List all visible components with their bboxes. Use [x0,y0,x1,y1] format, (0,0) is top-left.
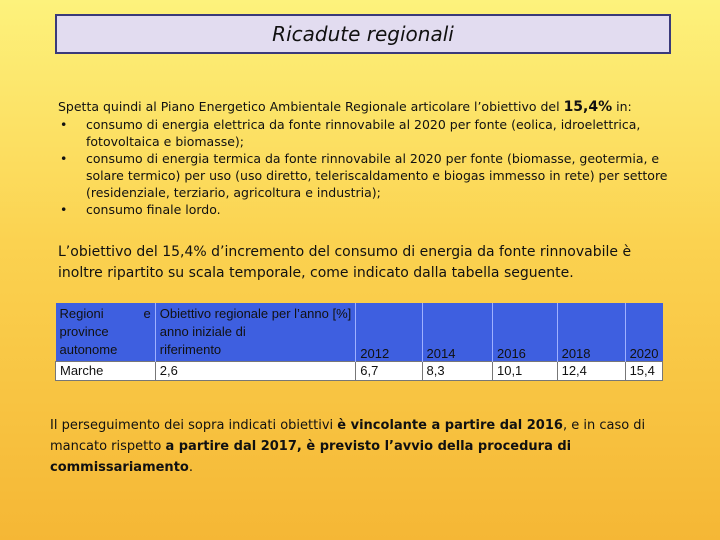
bullet-icon: • [60,151,68,166]
header-base-year [155,303,356,362]
cell-value: 8,3 [422,362,492,381]
outro-emphasis: a partire dal 2017, è previsto l’avvio della procedura di commissariamento [50,439,572,475]
bullet-text: consumo di energia elettrica da fonte rinnovabile al 2020 per fonte (eolica, idroelettrica, fotovoltaica e biomasse); [86,117,641,149]
header-regions [56,303,156,362]
list-item [58,116,668,150]
table-header-row [56,303,663,362]
header-year: 2014 [422,303,492,362]
table-row [56,362,663,381]
intro-paragraph [58,98,668,218]
intro-lead [58,98,668,116]
cell-region: Marche [56,362,156,381]
header-objective-line2: anno iniziale di [159,324,246,339]
cell-value: 6,7 [356,362,422,381]
intro-lead-end: in: [612,99,632,114]
header-year: 2016 [492,303,557,362]
header-objective-line1: Obiettivo regionale per l’anno [%] [159,306,352,321]
bullet-text: consumo di energia termica da fonte rinnovabile al 2020 per fonte (biomasse, geotermia, e solare termico) per uso (uso diretto, teleriscaldamento e biogas immesso in rete) per settore (residenziale, terziario, agricoltura e industria); [86,151,668,200]
header-regions-line2: province [59,324,109,339]
header-year: 2012 [356,303,422,362]
header-year: 2020 [625,303,662,362]
list-item [58,201,668,218]
cell-value: 12,4 [557,362,625,381]
goal-paragraph: L’obiettivo del 15,4% d’incremento del consumo di energia da fonte rinnovabile è inoltre ripartito su scala temporale, come indicato dalla tabella seguente. [58,244,632,281]
cell-value: 15,4 [625,362,662,381]
cell-value: 10,1 [492,362,557,381]
slide-title: Ricadute regionali [55,14,671,54]
header-objective-line3: riferimento [159,342,222,357]
intro-target-value: 15,4% [563,99,613,115]
outro-text: , e in caso di mancato rispetto [50,418,646,454]
cell-base: 2,6 [155,362,356,381]
header-regions-line1: Regioni [59,306,104,321]
outro-text: . [188,460,193,475]
bullet-icon: • [60,117,68,132]
outro-text: Il perseguimento dei sopra indicati obiettivi [50,418,338,433]
header-year: 2018 [557,303,625,362]
outro-emphasis: è vincolante a partire dal 2016 [337,418,563,433]
list-item [58,150,668,201]
bullet-text: consumo finale lordo. [86,202,221,217]
bullet-icon: • [60,202,68,217]
targets-table [55,303,663,381]
outro-paragraph [50,415,670,478]
intro-lead-text: Spetta quindi al Piano Energetico Ambientale Regionale articolare l’obiettivo del [58,99,560,114]
header-regions-suffix: e [143,306,151,321]
header-regions-line3: autonome [59,342,118,357]
intro-bullet-list [58,116,668,218]
